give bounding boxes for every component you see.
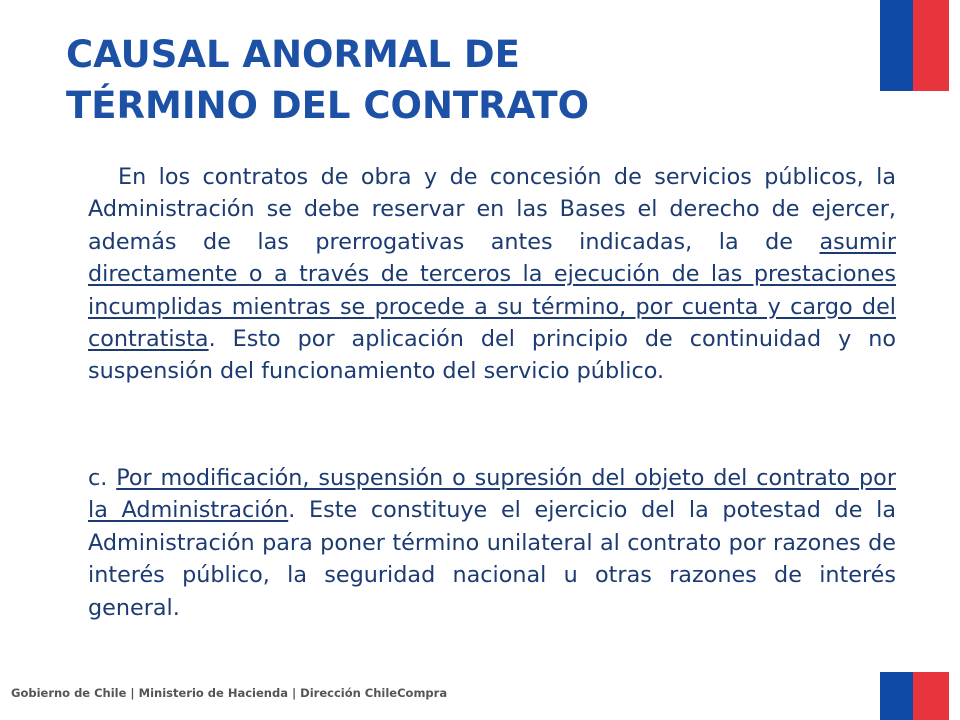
chile-flag-stripe-bottom	[880, 672, 949, 720]
slide-title-line-2: TÉRMINO DEL CONTRATO	[66, 84, 590, 127]
paragraph-2-prefix: c.	[88, 465, 117, 491]
footer-text: Gobierno de Chile | Ministerio de Hacienda | Dirección ChileCompra	[11, 686, 448, 700]
chile-flag-stripe-top	[880, 0, 949, 91]
paragraph-1-text-after: . Esto por aplicación del principio de continuidad y no suspensión del funcionamiento del servicio público.	[88, 326, 896, 385]
paragraph-2-text-after: . Este constituye el ejercicio del la potestad de la Administración para poner término unilateral al contrato por razones de interés público, la seguridad nacional u otras razones de interés general.	[88, 497, 896, 621]
paragraph-2-underlined-text: Por modificación, suspensión o supresión del objeto del contrato por la Administración	[88, 465, 896, 524]
paragraph-1-text-before: En los contratos de obra y de concesión de servicios públicos, la Administración se debe reservar en las Bases el derecho de ejercer, además de las prerrogativas antes indicadas, la de	[88, 164, 896, 255]
body-paragraph-1	[88, 161, 896, 388]
flag-blue-band	[880, 0, 913, 91]
slide-title-line-1: CAUSAL ANORMAL DE	[66, 33, 520, 76]
body-paragraph-2	[88, 462, 896, 624]
paragraph-1-underlined-text: asumir directamente o a través de terceros la ejecución de las prestaciones incumplidas mientras se procede a su término, por cuenta y cargo del contratista	[88, 228, 896, 353]
flag-red-band	[913, 0, 949, 91]
slide-title	[66, 29, 866, 131]
flag-blue-band	[880, 672, 913, 720]
flag-red-band	[913, 672, 949, 720]
